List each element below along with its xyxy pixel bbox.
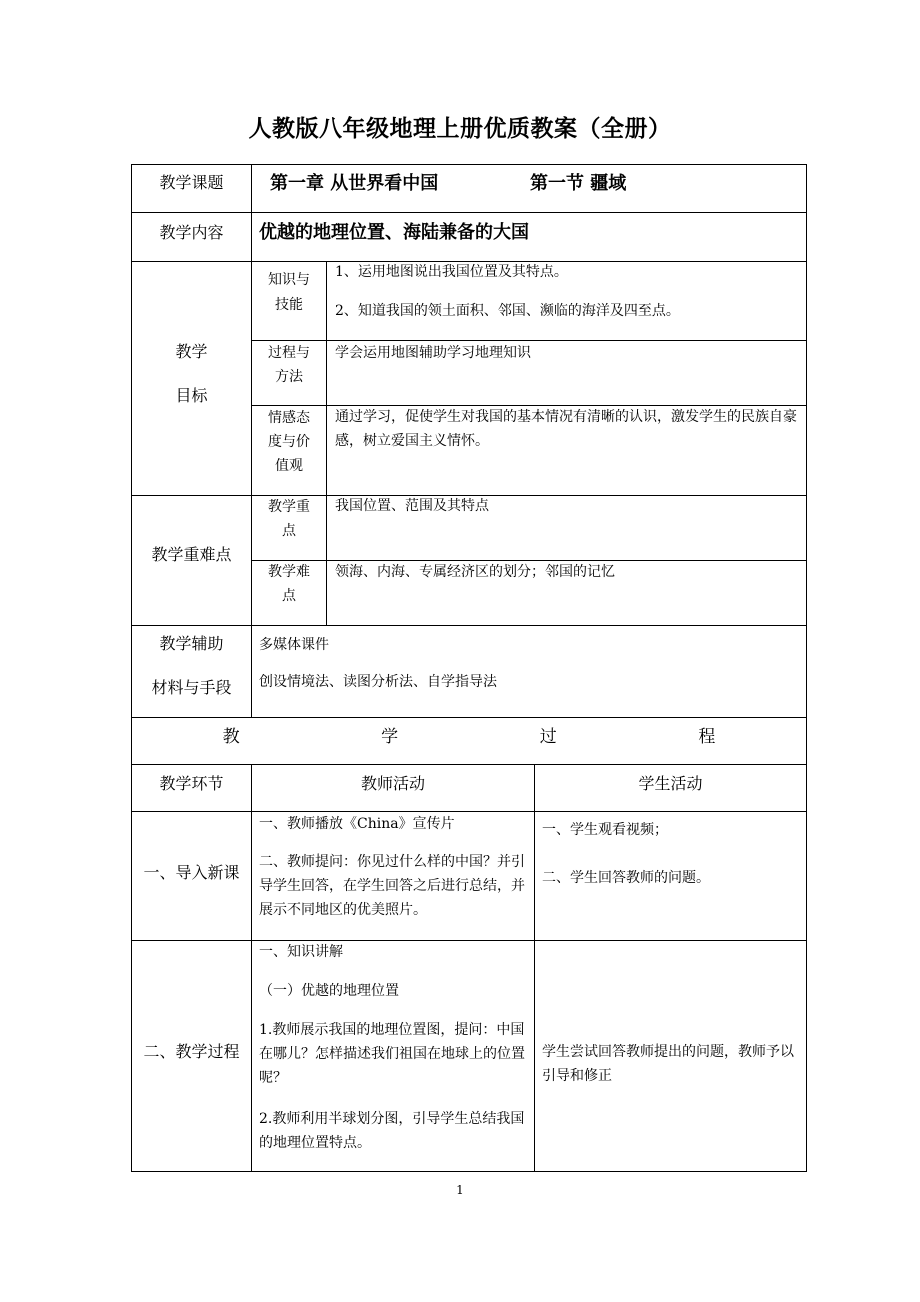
teaching-teacher-4: 2.教师利用半球划分图，引导学生总结我国的地理位置特点。 xyxy=(259,1111,525,1151)
teaching-teacher-2: （一）优越的地理位置 xyxy=(259,983,399,999)
stage-teaching-label: 二、教学过程 xyxy=(143,1042,240,1061)
emotion-label-3: 值观 xyxy=(275,458,303,474)
process-label-2: 方法 xyxy=(275,369,303,385)
goals-label-line2: 目标 xyxy=(175,386,208,405)
focus-label-1: 教学重 xyxy=(268,499,310,515)
focus-text: 我国位置、范围及其特点 xyxy=(335,498,489,514)
intro-student-2: 二、学生回答教师的问题。 xyxy=(542,870,710,886)
col-student-header: 学生活动 xyxy=(638,774,703,793)
teaching-teacher-3: 1.教师展示我国的地理位置图，提问：中国在哪儿？怎样描述我们祖国在地球上的位置呢？ xyxy=(259,1022,525,1086)
page-number: 1 xyxy=(456,1183,464,1197)
process-text: 学会运用地图辅助学习地理知识 xyxy=(335,345,531,361)
difficulty-text: 领海、内海、专属经济区的划分；邻国的记忆 xyxy=(335,564,615,580)
aids-item-2: 创设情境法、读图分析法、自学指导法 xyxy=(259,674,497,690)
chapter-title: 第一章 从世界看中国 xyxy=(270,173,439,194)
aids-item-1: 多媒体课件 xyxy=(259,637,329,653)
knowledge-item-1: 1、运用地图说出我国位置及其特点。 xyxy=(335,264,568,280)
emotion-label-1: 情感态 xyxy=(268,410,310,426)
col-stage-header: 教学环节 xyxy=(159,774,224,793)
content-label: 教学内容 xyxy=(159,223,224,242)
goals-label-cell xyxy=(131,261,252,496)
lesson-content: 优越的地理位置、海陆兼备的大国 xyxy=(259,222,529,243)
process-header: 教 学 过 程 xyxy=(222,727,716,747)
focus-label-2: 点 xyxy=(282,523,296,539)
stage-intro-label: 一、导入新课 xyxy=(143,863,240,882)
aids-label-line2: 材料与手段 xyxy=(151,678,232,697)
aids-label-line1: 教学辅助 xyxy=(159,634,224,653)
goals-label-line1: 教学 xyxy=(175,342,208,361)
difficulty-label-1: 教学难 xyxy=(268,564,310,580)
emotion-text: 通过学习，促使学生对我国的基本情况有清晰的认识，激发学生的民族自豪感，树立爱国主义情怀。 xyxy=(335,409,797,449)
intro-student-1: 一、学生观看视频； xyxy=(542,822,668,838)
topic-label: 教学课题 xyxy=(159,173,224,192)
emotion-label-2: 度与价 xyxy=(268,434,310,450)
difficulty-label-2: 点 xyxy=(282,588,296,604)
page-title: 人教版八年级地理上册优质教案（全册） xyxy=(248,116,672,142)
knowledge-item-2: 2、知道我国的领土面积、邻国、濒临的海洋及四至点。 xyxy=(335,303,680,319)
knowledge-label-2: 技能 xyxy=(275,297,303,313)
intro-teacher-1: 一、教师播放《China》宣传片 xyxy=(259,816,455,832)
teaching-teacher-1: 一、知识讲解 xyxy=(259,944,343,960)
teaching-student-1: 学生尝试回答教师提出的问题，教师予以引导和修正 xyxy=(542,1044,794,1084)
process-label-1: 过程与 xyxy=(268,345,310,361)
intro-teacher-2: 二、教师提问：你见过什么样的中国？并引导学生回答，在学生回答之后进行总结，并展示不同地区的优美照片。 xyxy=(259,854,525,918)
col-teacher-header: 教师活动 xyxy=(360,774,425,793)
section-title: 第一节 疆域 xyxy=(530,173,627,194)
knowledge-label-1: 知识与 xyxy=(268,272,310,288)
keypoints-label: 教学重难点 xyxy=(151,545,232,564)
